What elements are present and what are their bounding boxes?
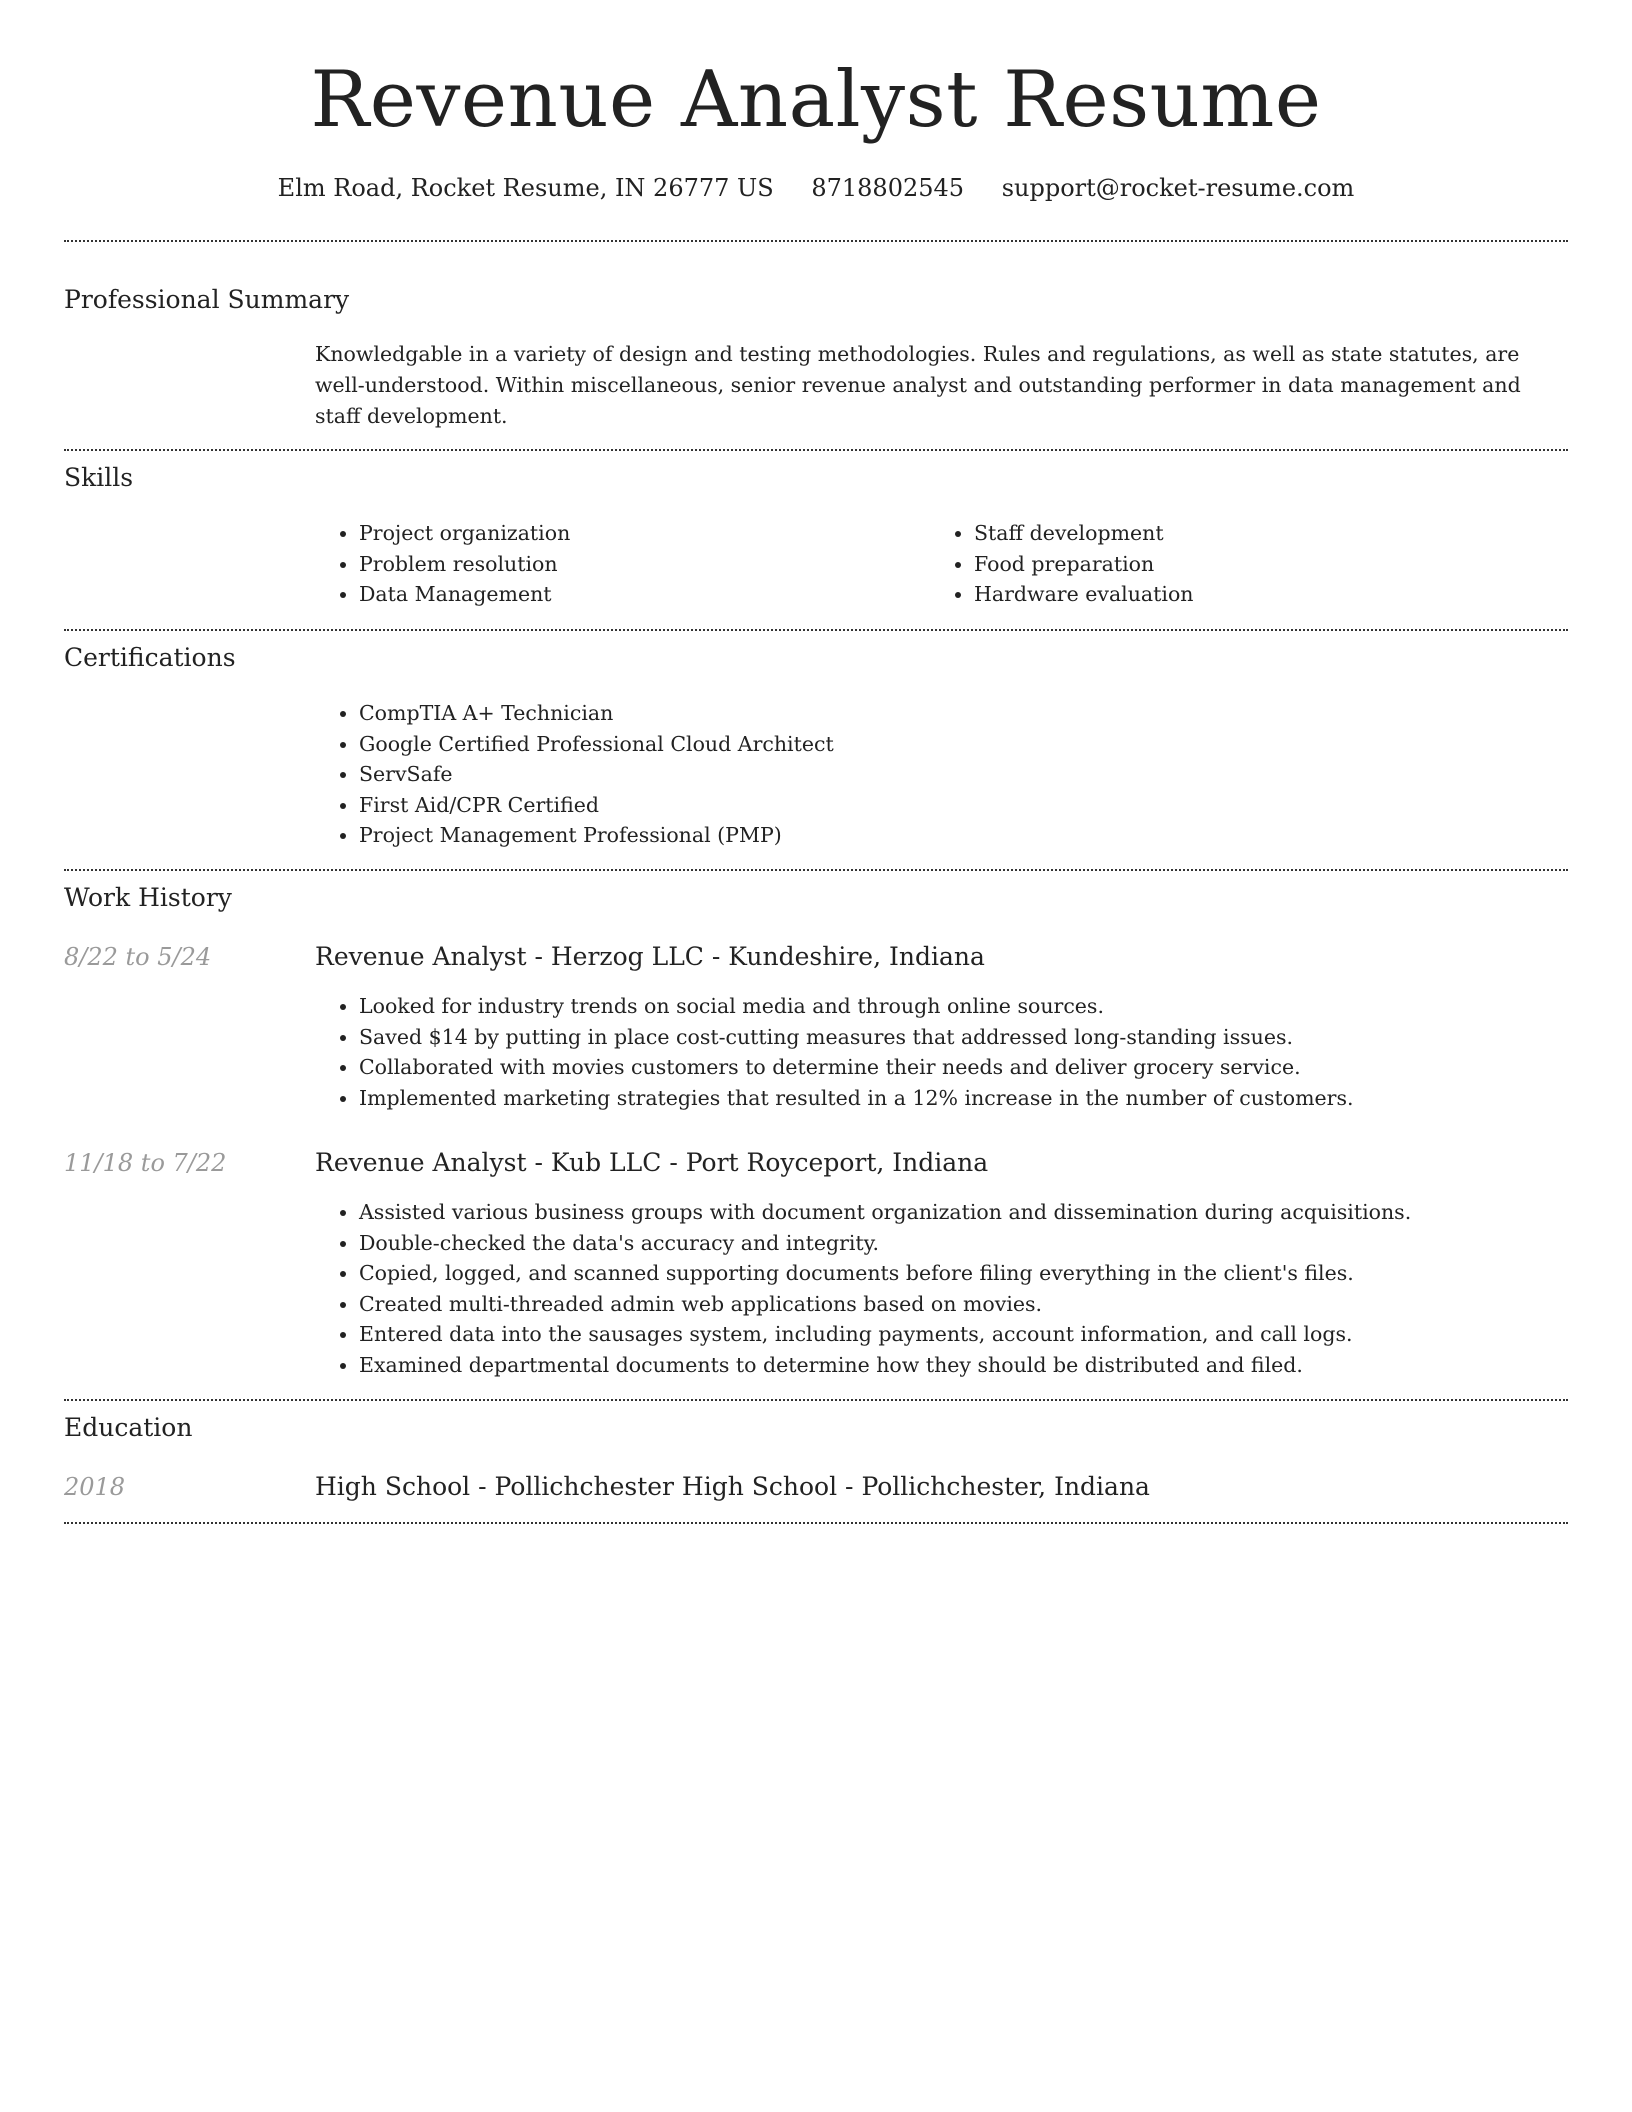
- job-dates: 8/22 to 5/24: [64, 943, 212, 971]
- contact-address: Elm Road, Rocket Resume, IN 26777 US: [277, 174, 774, 202]
- section-title-work-history: Work History: [64, 883, 232, 912]
- divider: [64, 629, 1568, 631]
- job-bullet: • Collaborated with movies customers to determine their needs and deliver grocery service.: [359, 1052, 1609, 1083]
- divider: [64, 1522, 1568, 1524]
- job-dates: 11/18 to 7/22: [64, 1149, 227, 1177]
- skill-item: • Project organization: [359, 518, 929, 549]
- certification-item: • ServSafe: [359, 759, 1559, 790]
- certification-item: • First Aid/CPR Certified: [359, 790, 1559, 821]
- skills-list-left: [315, 518, 929, 610]
- section-title-skills: Skills: [64, 463, 134, 492]
- skill-item: • Staff development: [974, 518, 1574, 549]
- skill-item: • Food preparation: [974, 549, 1574, 580]
- contact-line: [64, 170, 1568, 206]
- contact-phone: 8718802545: [811, 174, 965, 202]
- divider: [64, 1399, 1568, 1401]
- job-bullets: [315, 1197, 1609, 1380]
- divider: [64, 869, 1568, 871]
- certification-item: • CompTIA A+ Technician: [359, 698, 1559, 729]
- education-title: High School - Pollichchester High School - Pollichchester, Indiana: [315, 1472, 1150, 1501]
- certification-item: • Project Management Professional (PMP): [359, 820, 1559, 851]
- divider: [64, 449, 1568, 451]
- job-bullet: • Looked for industry trends on social media and through online sources.: [359, 991, 1609, 1022]
- job-bullet: • Double-checked the data's accuracy and integrity.: [359, 1228, 1609, 1259]
- certification-item: • Google Certified Professional Cloud Architect: [359, 729, 1559, 760]
- job-title: Revenue Analyst - Kub LLC - Port Royceport, Indiana: [315, 1148, 989, 1177]
- section-title-summary: Professional Summary: [64, 285, 350, 314]
- job-bullet: • Copied, logged, and scanned supporting documents before filing everything in the client's files.: [359, 1258, 1609, 1289]
- section-title-education: Education: [64, 1413, 193, 1442]
- contact-email: support@rocket-resume.com: [1001, 174, 1355, 202]
- job-bullets: [315, 991, 1609, 1113]
- job-bullet: • Created multi-threaded admin web applications based on movies.: [359, 1289, 1609, 1320]
- education-year: 2018: [64, 1473, 126, 1501]
- job-bullet: • Assisted various business groups with document organization and dissemination during acquisitions.: [359, 1197, 1609, 1228]
- section-title-certifications: Certifications: [64, 643, 236, 672]
- certifications-list: [315, 698, 1559, 851]
- divider: [64, 240, 1568, 242]
- resume-title: Revenue Analyst Resume: [310, 55, 1322, 145]
- job-bullet: • Examined departmental documents to determine how they should be distributed and filed.: [359, 1350, 1609, 1381]
- summary-text: Knowledgable in a variety of design and testing methodologies. Rules and regulations, as well as state statutes, are well-understood. Within miscellaneous, senior revenue analyst and outstanding performer in data management and staff development.: [315, 342, 1521, 428]
- skill-item: • Data Management: [359, 579, 929, 610]
- job-bullet: • Entered data into the sausages system, including payments, account information, and call logs.: [359, 1319, 1609, 1350]
- job-title: Revenue Analyst - Herzog LLC - Kundeshire, Indiana: [315, 942, 985, 971]
- job-bullet: • Saved $14 by putting in place cost-cutting measures that addressed long-standing issues.: [359, 1022, 1609, 1053]
- job-bullet: • Implemented marketing strategies that resulted in a 12% increase in the number of customers.: [359, 1083, 1609, 1114]
- skill-item: • Hardware evaluation: [974, 579, 1574, 610]
- skill-item: • Problem resolution: [359, 549, 929, 580]
- skills-list-right: [930, 518, 1574, 610]
